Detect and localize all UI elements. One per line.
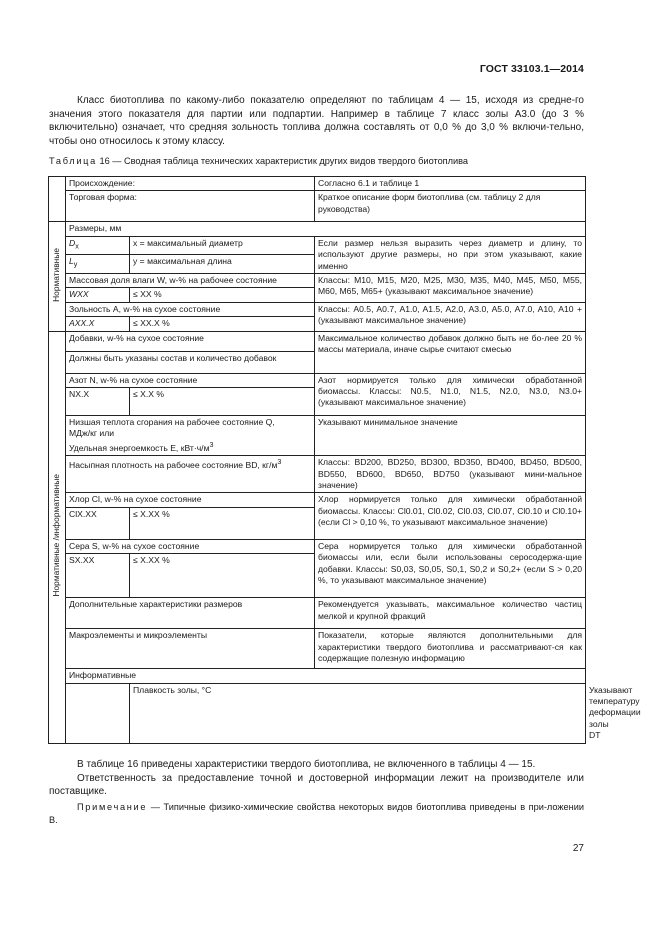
- note-text: — Типичные физико-химические свойства некоторых видов биотоплива приведены в при-ложении В.: [49, 802, 584, 825]
- table-row: [49, 274, 586, 288]
- table-row: [49, 493, 586, 507]
- moisture-code: WXX: [66, 288, 130, 302]
- ash-label: Зольность A, w-% на сухое состояние: [66, 302, 315, 316]
- sulfur-label: Сера S, w-% на сухое состояние: [66, 539, 315, 553]
- page-number: 27: [572, 843, 584, 854]
- table-row: [49, 236, 586, 255]
- table-row: Плавкость золы, °С Указывают температуру деформации золы DT: [49, 683, 586, 743]
- group-normative: [49, 222, 66, 331]
- ash-condition: ≤ XX.X %: [130, 317, 315, 331]
- chlorine-value: Хлор нормируется только для химически обработанной биомассы. Классы: Cl0.01, Cl0.02, Cl0.03, Cl0.07, Cl0.10 и Cl0.10+ (если Cl > 0,10 %, то указывают максимальное значение): [315, 493, 586, 539]
- table-row: [49, 598, 586, 629]
- chlorine-label: Хлор Cl, w-% на сухое состояние: [66, 493, 315, 507]
- table-row: [49, 191, 586, 222]
- intro-text: Класс биотоплива по какому-либо показателю определяют по таблицам 4 — 15, исходя из средне-го значения этого показателя для партии или подпартии. Например в таблице 7 класс золы A3.0 (до 3 % включительно) означает, что средняя зольность топлива должна составлять от 0,0 % до 3,0 % включи-тельно, чтобы оно относилось к этому классу.: [49, 95, 584, 147]
- heat-label: Низшая теплота сгорания на рабочее состояние Q, МДж/кг или Удельная энергоемкость E, $кВт\cdot ч/м^3$: [66, 416, 315, 456]
- additional-dimensions-value: Рекомендуется указывать, максимальное количество частиц мелкой и крупной фракций: [315, 598, 586, 629]
- table-row: [49, 669, 586, 683]
- document-code: ГОСТ 33103.1—2014: [479, 63, 584, 75]
- moisture-label: Массовая доля влаги W, w-% на рабочее состояние: [66, 274, 315, 288]
- ash-value: Классы: A0.5, A0.7, A1.0, A1.5, A2.0, A3.0, A5.0, A7.0, A10, A10 + (указывают максимальное значение): [315, 302, 586, 331]
- additional-dimensions-label: Дополнительные характеристики размеров: [66, 598, 315, 629]
- moisture-condition: ≤ XX %: [130, 288, 315, 302]
- additives-label: Добавки, w-% на сухое состояние: [66, 331, 315, 351]
- ly-code: $L_y$: [66, 255, 130, 274]
- bulk-density-label: Насыпная плотность на рабочее состояние BD, $кг/м^3$: [66, 456, 315, 493]
- bulk-density-value: Классы: BD200, BD250, BD300, BD350, BD400, BD450, BD500, BD550, BD600, BD650, BD750 (указывают мини-мальное значение): [315, 456, 586, 493]
- additives-value: Максимальное количество добавок должно быть не бо-лее 20 % массы материала, иначе сырье считают смесью: [315, 331, 586, 373]
- table-row: [49, 222, 586, 236]
- intro-paragraph: [49, 94, 584, 148]
- ash-melting-label: Плавкость золы, °С: [130, 683, 586, 743]
- group-normative-informative-label: Нормативные /информативные: [51, 474, 62, 597]
- ly-description: y = максимальная длина: [130, 255, 315, 274]
- chlorine-condition: ≤ X.XX %: [130, 507, 315, 539]
- sulfur-value: Сера нормируется только для химически обработанной биомассы или, если были использованы серосодержа-щие добавки. Классы: S0,03, S0,05, S0,1, S0,2 и S0,2+ (если S > 0,20 %, то указывают максимальное значение): [315, 539, 586, 597]
- table-row: [49, 373, 586, 387]
- table-caption-text: 16 — Сводная таблица технических характеристик других видов твердого биотоплива: [99, 156, 469, 166]
- after-paragraph-2: Ответственность за предоставление точной и достоверной информации лежит на производителе или поставщике.: [49, 772, 584, 798]
- additives-label-2: Должны быть указаны состав и количество добавок: [66, 351, 315, 373]
- table-caption-label: Таблица: [49, 156, 97, 166]
- moisture-value: Классы: M10, M15, M20, M25, M30, M35, M40, M45, M50, M55, M60, M65, M65+ (указывают максимальное значение): [315, 274, 586, 303]
- nitrogen-value: Азот нормируется только для химически обработанной биомассы. Классы: N0.5, N1.0, N1.5, N2.0, N3.0, N3.0+ (указывают максимальное значение): [315, 373, 586, 415]
- chlorine-code: ClX.XX: [66, 507, 130, 539]
- heat-value: Указывают минимальное значение: [315, 416, 586, 456]
- dimensions-value: Если размер нельзя выразить через диаметр и длину, то используют другие размеры, но при этом указывают, какие именно: [315, 236, 586, 273]
- group-normative-informative: [49, 331, 66, 743]
- blank-group-cell: [66, 683, 130, 743]
- after-table-text: [49, 758, 584, 799]
- nitrogen-code: NX.X: [66, 388, 130, 416]
- group-informative-label: Информативные: [66, 669, 586, 683]
- origin-label: Происхождение:: [66, 177, 315, 191]
- nitrogen-label: Азот N, w-% на сухое состояние: [66, 373, 315, 387]
- dimensions-label: Размеры, мм: [66, 222, 586, 236]
- after-paragraph-1: В таблице 16 приведены характеристики твердого биотоплива, не включенного в таблицы 4 — 15.: [77, 759, 536, 770]
- table-row: [49, 629, 586, 669]
- sulfur-condition: ≤ X.XX %: [130, 554, 315, 598]
- spec-table: [48, 176, 641, 744]
- table-row: [49, 331, 586, 351]
- group-normative-label: Нормативные: [51, 247, 62, 302]
- sulfur-code: SX.XX: [66, 554, 130, 598]
- table-caption: [49, 156, 584, 166]
- origin-value: Согласно 6.1 и таблице 1: [315, 177, 586, 191]
- table-row: [49, 177, 586, 191]
- table-row: [49, 539, 586, 553]
- dx-code: $D_x$: [66, 236, 130, 255]
- dx-description: x = максимальный диаметр: [130, 236, 315, 255]
- nitrogen-condition: ≤ X.X %: [130, 388, 315, 416]
- table-row: [49, 456, 586, 493]
- trade-form-value: Краткое описание форм биотоплива (см. таблицу 2 для руководства): [315, 191, 586, 222]
- table-row: [49, 302, 586, 316]
- ash-code: AXX.X: [66, 317, 130, 331]
- trade-form-label: Торговая форма:: [66, 191, 315, 222]
- table-row: [49, 416, 586, 456]
- note-label: Примечание: [77, 802, 148, 812]
- note: [49, 801, 584, 827]
- macro-elements-label: Макроэлементы и микроэлементы: [66, 629, 315, 669]
- blank-group-cell: [49, 177, 66, 222]
- macro-elements-value: Показатели, которые являются дополнительными для характеристики твердого биотоплива и рассматривают-ся как содержащие полезную информацию: [315, 629, 586, 669]
